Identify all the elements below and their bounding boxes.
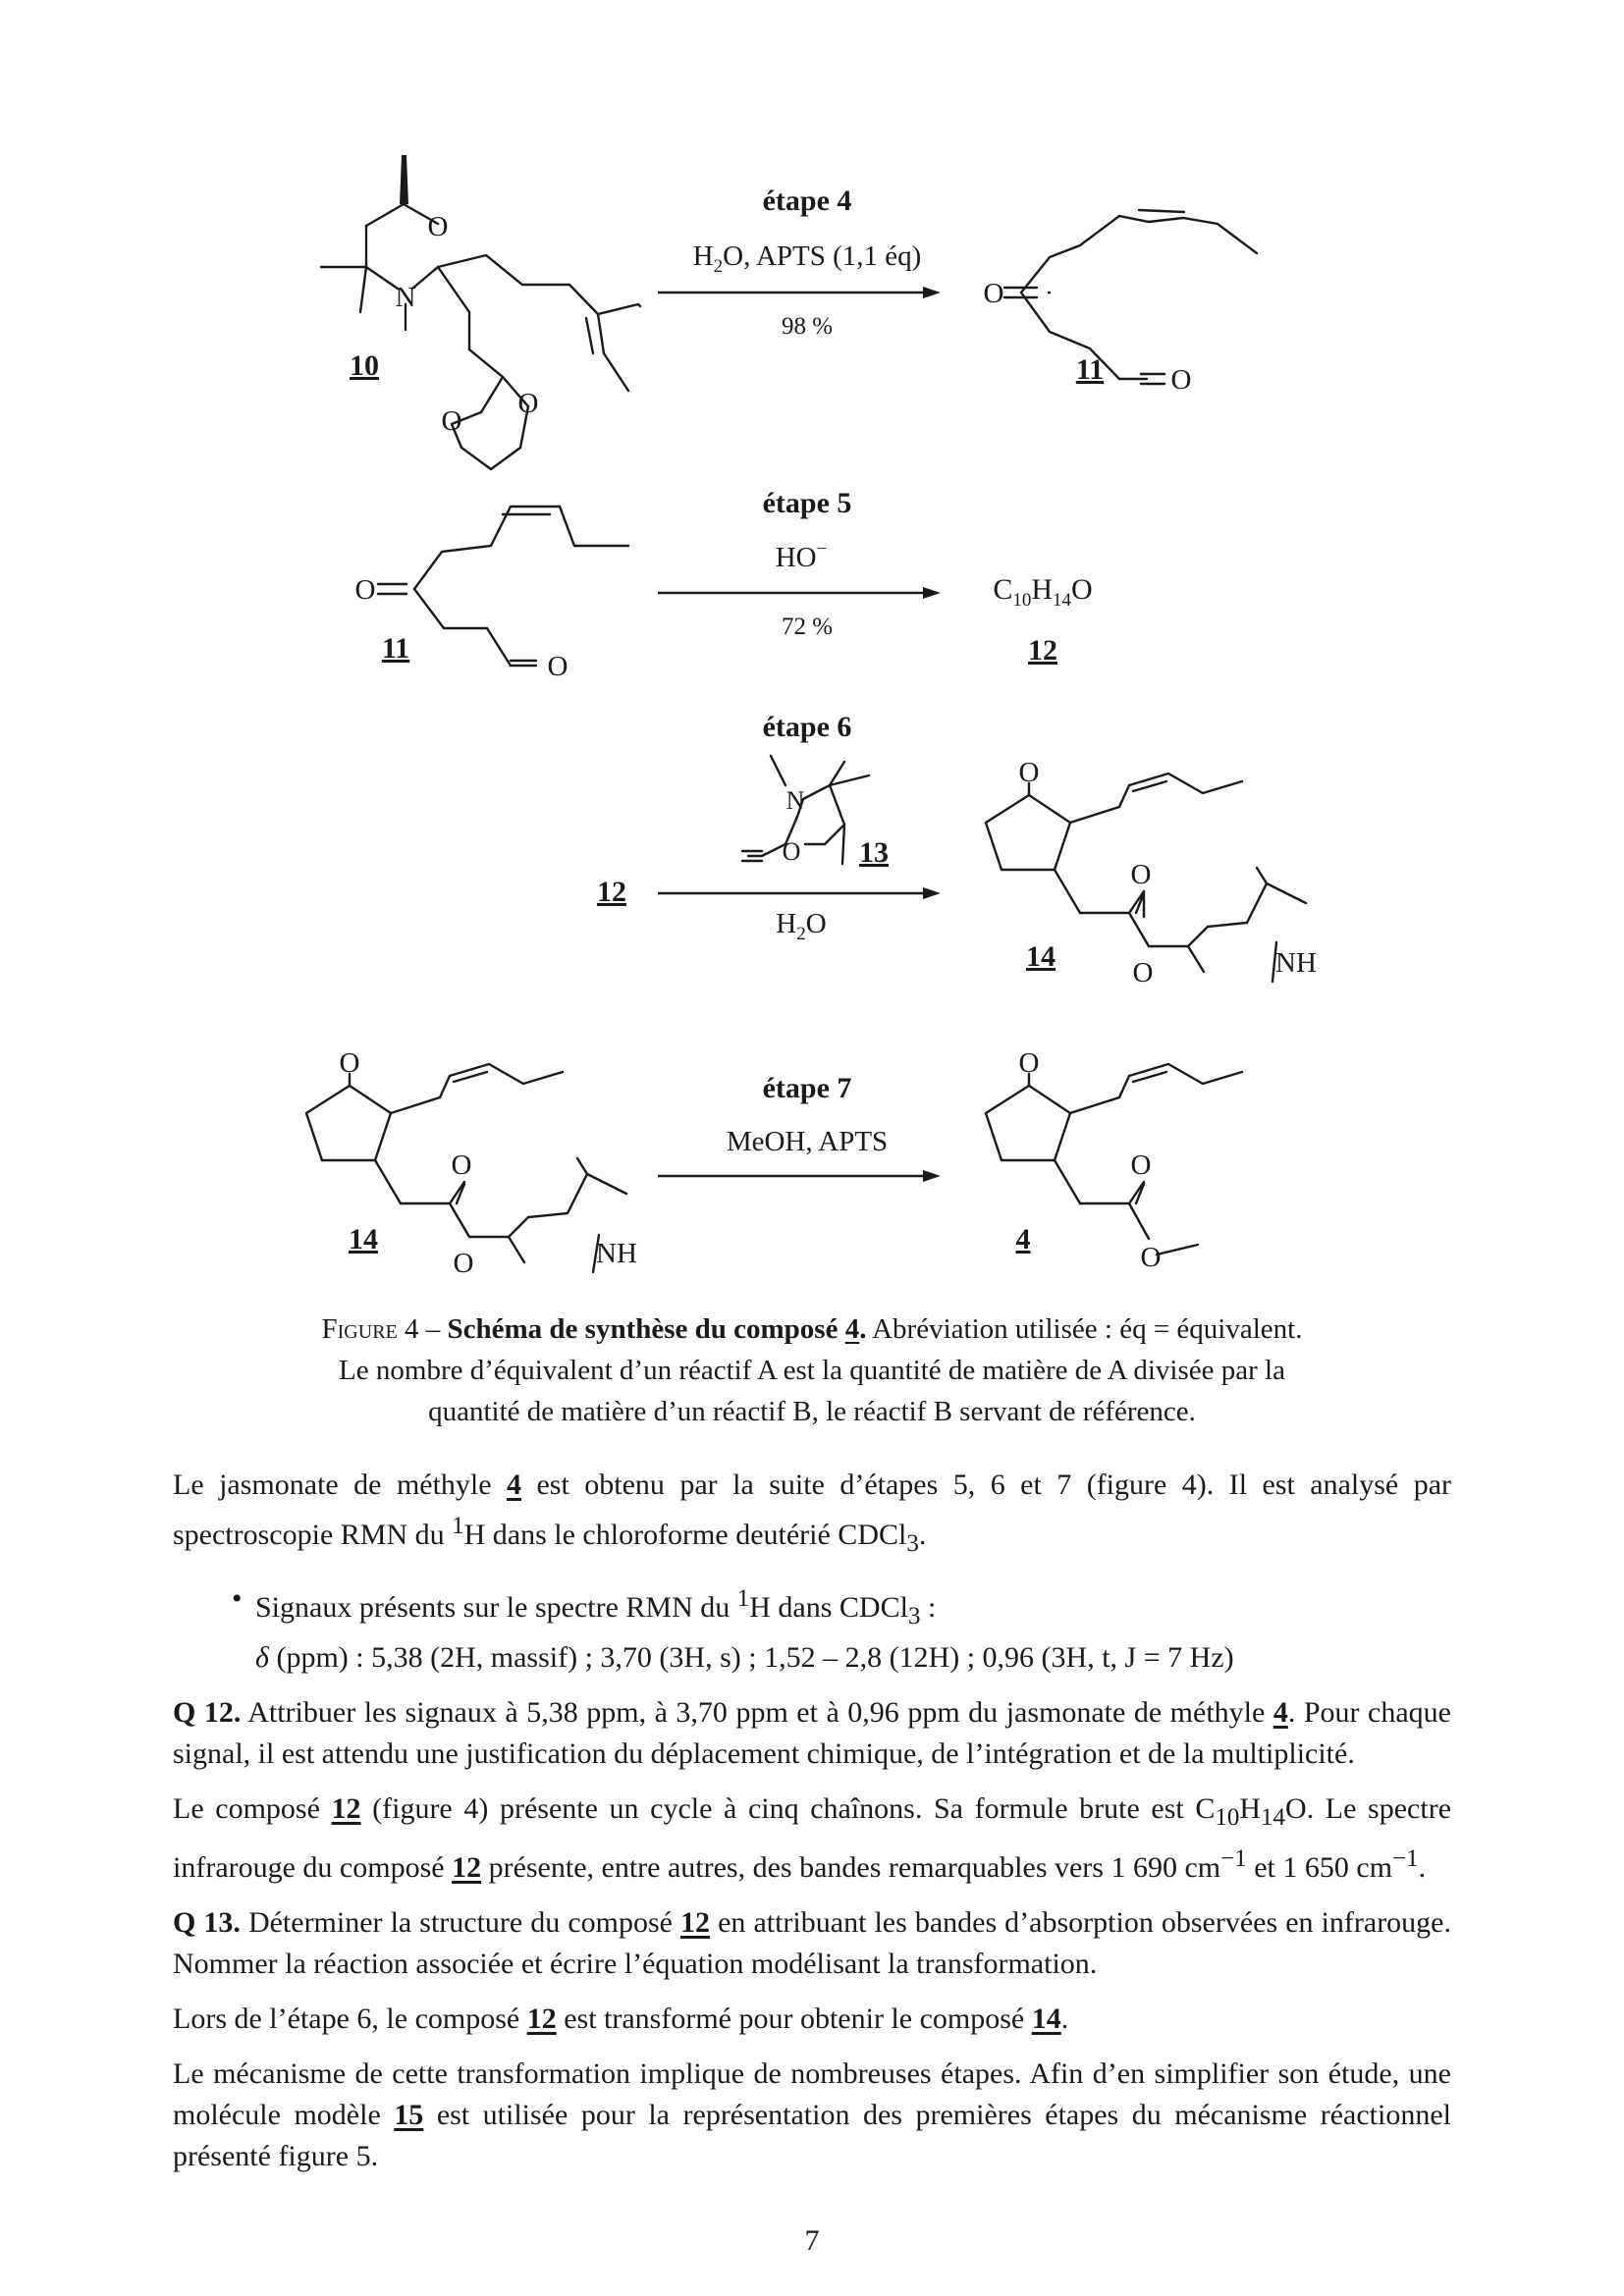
svg-text:O: O: [547, 651, 568, 682]
arrow-step-4: [658, 185, 941, 340]
svg-text:O: O: [441, 405, 462, 437]
svg-text:O: O: [339, 1047, 360, 1079]
paragraph-jasmonate: Le jasmonate de méthyle 4 est obtenu par la suite d’étapes 5, 6 et 7 (figure 4). Il est analysé par spectroscopie RMN du $^1$H dans le chloroforme deutérié CDCl$_3$.: [173, 1468, 1451, 1557]
compound-11-product: [984, 210, 1257, 396]
svg-text:O: O: [1132, 957, 1154, 988]
paragraph-mechanism: Le mécanisme de cette transformation implique de nombreuses étapes. Afin d’en simplifier son étude, une molécule modèle 15 est utilisée pour la représentation des premières étapes du mécanisme réactionnel présenté figure 5.: [173, 2057, 1451, 2172]
svg-text:étape 5: étape 5: [762, 487, 852, 519]
svg-text:O: O: [451, 1149, 472, 1181]
svg-text:13: 13: [859, 836, 889, 869]
svg-text:O: O: [983, 278, 1004, 309]
svg-text:O: O: [1018, 1047, 1040, 1079]
svg-text:O: O: [453, 1248, 474, 1279]
body-text: [173, 1465, 1451, 2191]
compound-12-formula: [993, 573, 1092, 667]
svg-text:O: O: [427, 211, 449, 242]
svg-text:O: O: [1130, 1149, 1152, 1181]
svg-text:H2O: $H_2O$: [776, 908, 827, 944]
svg-text:O: O: [1140, 1242, 1162, 1273]
svg-text:N: N: [785, 786, 805, 815]
question-12: Q 12. Attribuer les signaux à 5,38 ppm, à 3,70 ppm et à 0,96 ppm du jasmonate de méthyle 4. Pour chaque signal, il est attendu une justification du déplacement chimique, de l’intégration et de la multiplicité.: [173, 1696, 1452, 1770]
arrow-step-7: [658, 1072, 941, 1182]
svg-text:O: O: [1130, 859, 1152, 890]
svg-text:72 %: 72 %: [781, 614, 834, 640]
svg-text:C10H14O: $C_{10}H_{14}O$: [993, 573, 1093, 611]
nmr-signals-list-item: • Signaux présents sur le spectre RMN du $^1$H dans CDCl$_3$ : δ (ppm) : 5,38 (2H, massif) ; 3,70 (3H, s) ; 1,52 – 2,8 (12H) ; 0,96 (3H, t, J = 7 Hz): [232, 1582, 1234, 1674]
svg-text:HO−: HO−: [775, 539, 828, 573]
paragraph-compound-12: Le composé 12 (figure 4) présente un cycle à cinq chaînons. Sa formule brute est $C_{10}H_{14}O$. Le spectre infrarouge du composé 12 présente, entre autres, des bandes remarquables vers 1 690 $cm^{-1}$ et 1 650 $cm^{-1}$.: [173, 1792, 1452, 1884]
compound-14-product: [986, 757, 1317, 988]
compound-4: [986, 1047, 1242, 1273]
svg-text:14: 14: [1026, 940, 1056, 973]
svg-text:N: N: [395, 282, 416, 313]
caption-line-2: Le nombre d’équivalent d’un réactif A est la quantité de matière de A divisée par la: [339, 1355, 1285, 1386]
svg-text:étape 6: étape 6: [762, 711, 852, 743]
compound-13: [742, 756, 889, 869]
svg-text:NH: NH: [1275, 947, 1317, 979]
svg-text:NH: NH: [596, 1238, 637, 1269]
svg-text:98 %: 98 %: [781, 313, 834, 340]
arrow-step-5: [658, 487, 941, 640]
svg-text:11: 11: [1075, 353, 1105, 386]
svg-text:O: O: [1170, 364, 1192, 396]
svg-text:12: 12: [597, 876, 626, 908]
caption-line-3: quantité de matière d’un réactif B, le réactif B servant de référence.: [428, 1396, 1196, 1427]
svg-text:O: O: [1018, 757, 1040, 788]
svg-text:10: 10: [350, 349, 379, 382]
question-13: Q 13. Déterminer la structure du composé 12 en attribuant les bandes d’absorption observées en infrarouge. Nommer la réaction associée et écrire l’équation modélisant la transformation.: [173, 1906, 1452, 1980]
arrow-step-6: [658, 711, 941, 944]
compound-10: [321, 155, 640, 469]
svg-text:étape 4: étape 4: [762, 185, 852, 217]
svg-text:11: 11: [381, 632, 410, 665]
page-number: 7: [804, 2224, 820, 2257]
svg-text:O: O: [517, 388, 539, 419]
svg-text:O: O: [782, 837, 801, 866]
svg-text:O: O: [354, 574, 376, 606]
svg-text:MeOH, APTS: MeOH, APTS: [726, 1126, 889, 1157]
compound-11-reactant: [355, 507, 628, 682]
svg-text:4: 4: [1015, 1223, 1031, 1255]
compound-12-reactant: [597, 876, 626, 908]
caption-line-1: Figure 4 – Schéma de synthèse du composé 4. Abréviation utilisée : éq = équivalent.: [321, 1313, 1303, 1345]
paragraph-step-6: Lors de l’étape 6, le composé 12 est transformé pour obtenir le composé 14.: [173, 2002, 1069, 2035]
svg-text:étape 7: étape 7: [762, 1072, 852, 1104]
figure-caption: [196, 1308, 1428, 1432]
svg-text:14: 14: [349, 1223, 378, 1255]
compound-14-reactant: [306, 1047, 637, 1279]
svg-text:12: 12: [1028, 634, 1057, 667]
svg-text:H2O, APTS (1,1 éq): $H_2O$, APTS (1,1 éq): [692, 240, 922, 277]
